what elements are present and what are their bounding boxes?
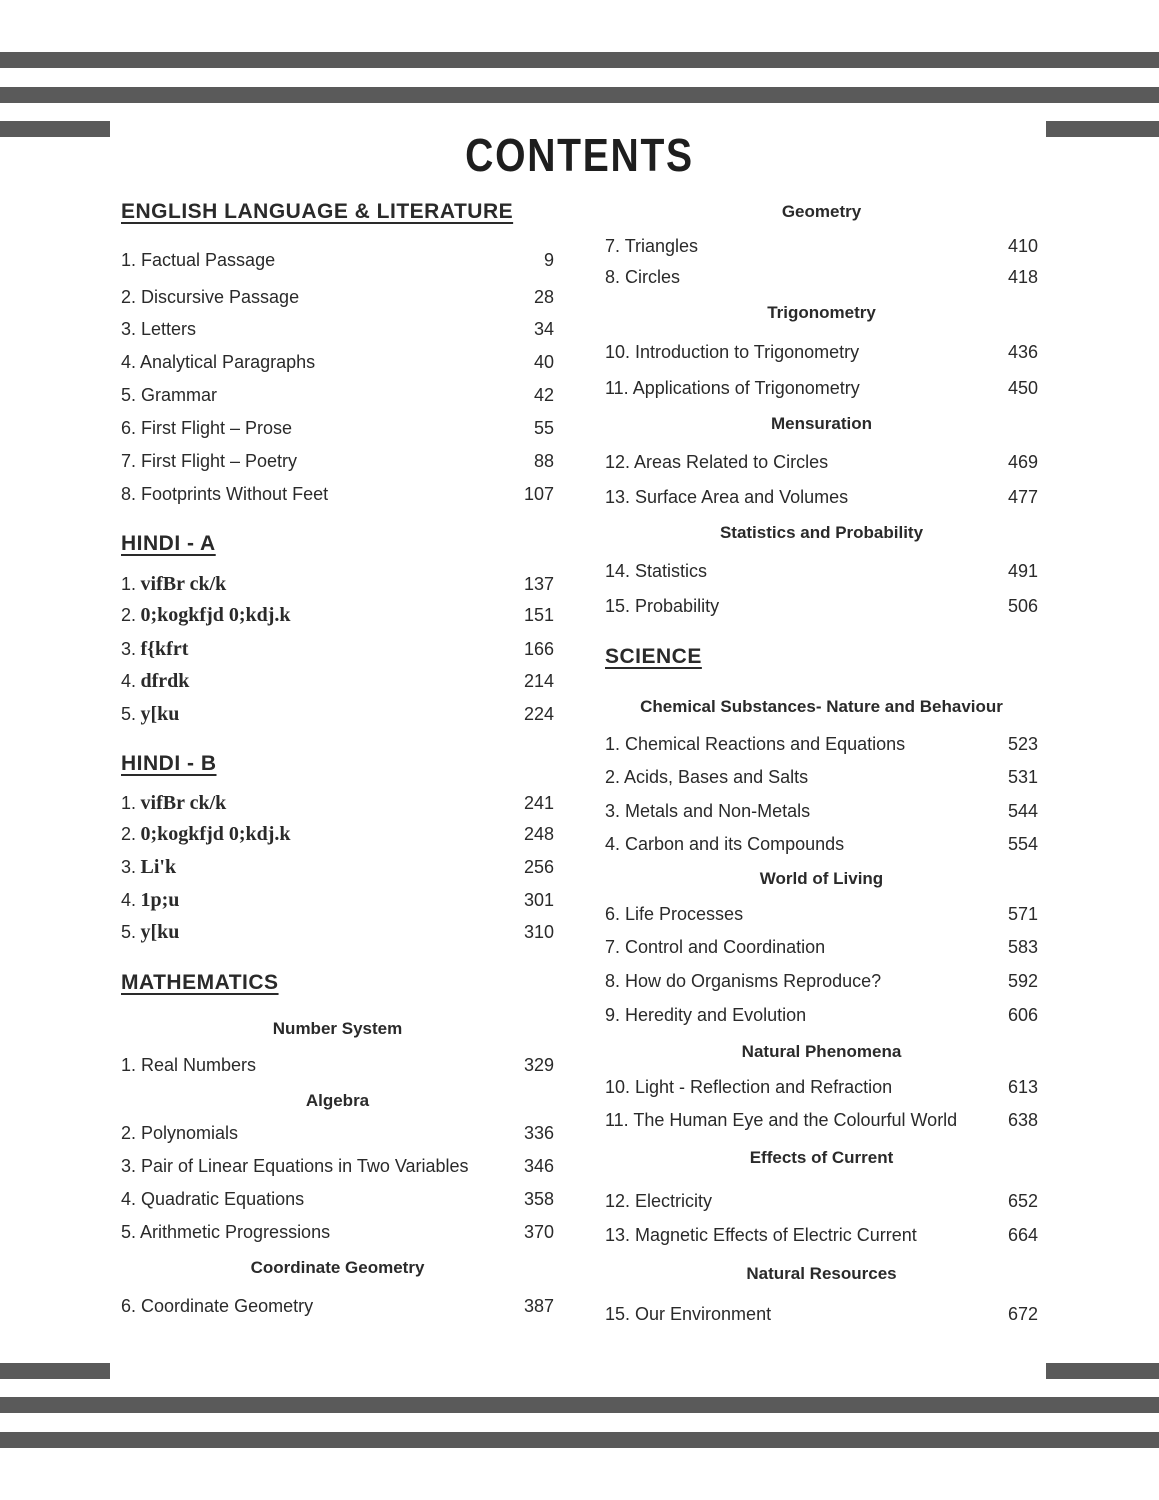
heading-text: HINDI - B [121,752,217,775]
toc-entry-title: 1. Real Numbers [121,1055,257,1075]
toc-entry[interactable] [121,1120,554,1146]
toc-entry-title: 1. Factual Passage [121,250,276,270]
entry-number: 2. [121,824,137,844]
heading-text: Mensuration [770,414,873,433]
page-number: 531 [1007,767,1038,787]
section-heading [121,970,554,996]
page-number: 40 [533,352,554,372]
heading-text: SCIENCE [605,645,702,668]
decor-bar-bottom-right [1046,1363,1159,1379]
heading-text: HINDI - A [121,532,216,555]
page-number: 418 [1007,267,1038,287]
toc-entry[interactable] [121,247,554,273]
entry-title-hindi: 0;kogkfjd 0;kdj.k [140,823,291,845]
entry-title-hindi: y[ku [140,921,180,943]
page-number: 88 [533,451,554,471]
heading-text: ENGLISH LANGUAGE & LITERATURE [121,200,514,223]
subsection-heading [605,694,1038,720]
heading-text: Natural Resources [746,1264,897,1283]
heading-text: Statistics and Probability [719,523,924,542]
toc-entry-title: 6. First Flight – Prose [121,418,293,438]
toc-entry[interactable] [121,481,554,507]
page-number: 9 [543,250,554,270]
decor-bar-top-1 [0,52,1159,68]
page-number: 506 [1007,596,1038,616]
toc-entry-title: 8. Footprints Without Feet [121,484,329,504]
page-number: 42 [533,385,554,405]
subsection-heading [605,199,1038,225]
page-number: 346 [523,1156,554,1176]
toc-entry-title: 5. Arithmetic Progressions [121,1222,331,1242]
entry-number: 1. [121,793,137,813]
page-number: 151 [523,605,554,625]
page-number: 310 [523,922,554,942]
toc-entry[interactable] [605,1002,1038,1028]
entry-number: 4. [121,671,137,691]
entry-title-hindi: vifBr ck/k [140,573,227,595]
page-number: 166 [523,639,554,659]
heading-text: World of Living [759,869,884,888]
entry-number: 1. [121,574,137,594]
entry-title-hindi: y[ku [140,703,180,725]
toc-entry-title: 2. Discursive Passage [121,287,300,307]
subsection-heading [605,411,1038,437]
toc-entry-title: 15. Probability [605,596,720,616]
toc-entry[interactable] [605,1301,1038,1327]
entry-number: 3. [121,639,137,659]
entry-number: 3. [121,857,137,877]
subsection-heading [121,1255,554,1281]
page-number: 28 [533,287,554,307]
toc-entry-title: 11. The Human Eye and the Colourful World [605,1110,958,1130]
decor-bar-bottom-left [0,1363,110,1379]
toc-entry[interactable] [121,854,554,880]
toc-entry-title: 4. Analytical Paragraphs [121,352,316,372]
page-number: 248 [523,824,554,844]
toc-entry-title: 6. Coordinate Geometry [121,1296,314,1316]
decor-bar-bottom-1 [0,1397,1159,1413]
page-number: 137 [523,574,554,594]
page-number: 523 [1007,734,1038,754]
toc-entry-title: 6. Life Processes [605,904,744,924]
toc-entry[interactable] [121,602,554,628]
heading-text: MATHEMATICS [121,971,279,994]
section-heading [121,531,554,557]
toc-entry-title [121,571,226,597]
heading-text: Number System [272,1019,403,1038]
toc-entry-title: 13. Surface Area and Volumes [605,487,849,507]
toc-entry-title: 15. Our Environment [605,1304,772,1324]
toc-entry-title: 10. Introduction to Trigonometry [605,342,860,362]
toc-entry[interactable] [121,448,554,474]
toc-entry-title: 13. Magnetic Effects of Electric Current [605,1225,917,1245]
page-number: 107 [523,484,554,504]
entry-title-hindi: dfrdk [140,670,190,692]
toc-entry-title: 7. Triangles [605,236,699,256]
page-number: 469 [1007,452,1038,472]
page-number: 358 [523,1189,554,1209]
subsection-heading [605,1039,1038,1065]
toc-entry-title [121,636,188,662]
page-number: 638 [1007,1110,1038,1130]
toc-entry-title: 2. Polynomials [121,1123,239,1143]
toc-entry[interactable] [121,701,554,727]
toc-entry-title: 3. Letters [121,319,197,339]
toc-entry[interactable] [121,415,554,441]
toc-entry-title [121,854,176,880]
toc-entry[interactable] [605,1107,1038,1133]
toc-entry-title: 4. Quadratic Equations [121,1189,305,1209]
toc-entry[interactable] [605,731,1038,757]
toc-entry[interactable] [121,636,554,662]
toc-entry-title: 7. First Flight – Poetry [121,451,298,471]
entry-title-hindi: vifBr ck/k [140,792,227,814]
toc-entry[interactable] [121,1052,554,1078]
page-number: 256 [523,857,554,877]
page-number: 387 [523,1296,554,1316]
page-number: 613 [1007,1077,1038,1097]
toc-entry-title [121,602,291,628]
page-number: 491 [1007,561,1038,581]
toc-entry-title: 7. Control and Coordination [605,937,826,957]
toc-entry[interactable] [605,339,1038,365]
subsection-heading [605,300,1038,326]
page-number: 606 [1007,1005,1038,1025]
page-number: 436 [1007,342,1038,362]
toc-entry[interactable] [121,790,554,816]
subsection-heading [605,1145,1038,1171]
toc-entry[interactable] [121,349,554,375]
toc-entry[interactable] [605,934,1038,960]
toc-entry[interactable] [605,901,1038,927]
heading-text: Trigonometry [767,303,876,322]
toc-entry[interactable] [605,449,1038,475]
toc-entry-title [121,790,226,816]
page-number: 672 [1007,1304,1038,1324]
toc-entry[interactable] [121,1153,554,1179]
page-number: 34 [533,319,554,339]
toc-entry[interactable] [605,264,1038,290]
entry-title-hindi: f{kfrt [140,638,189,660]
toc-entry-title: 4. Carbon and its Compounds [605,834,845,854]
heading-text: Chemical Substances- Nature and Behaviour [640,697,1003,716]
section-heading [605,644,1038,670]
toc-entry-title [121,821,291,847]
toc-entry-title [121,887,179,913]
decor-bar-top-2 [0,87,1159,103]
toc-entry[interactable] [605,1222,1038,1248]
subsection-heading [605,1261,1038,1287]
page-number: 410 [1007,236,1038,256]
subsection-heading [121,1088,554,1114]
toc-entry-title: 11. Applications of Trigonometry [605,378,860,398]
page-number: 301 [523,890,554,910]
toc-entry[interactable] [121,284,554,310]
toc-entry[interactable] [121,1186,554,1212]
page-number: 214 [523,671,554,691]
heading-text: Coordinate Geometry [250,1258,425,1277]
page-number: 592 [1007,971,1038,991]
toc-entry[interactable] [121,382,554,408]
page-number: 571 [1007,904,1038,924]
toc-entry[interactable] [121,571,554,597]
page-number: 664 [1007,1225,1038,1245]
toc-entry-title: 5. Grammar [121,385,218,405]
page-number: 370 [523,1222,554,1242]
entry-number: 2. [121,605,137,625]
toc-entry-title: 14. Statistics [605,561,708,581]
toc-entry[interactable] [605,593,1038,619]
toc-entry[interactable] [605,831,1038,857]
toc-entry[interactable] [121,316,554,342]
heading-text: Geometry [781,202,862,221]
entry-number: 5. [121,922,137,942]
page-number: 583 [1007,937,1038,957]
toc-entry[interactable] [121,1293,554,1319]
page-number: 336 [523,1123,554,1143]
entry-number: 5. [121,704,137,724]
toc-entry[interactable] [605,1188,1038,1214]
toc-entry[interactable] [605,798,1038,824]
toc-entry-title: 12. Electricity [605,1191,713,1211]
toc-entry[interactable] [605,968,1038,994]
toc-entry-title: 8. Circles [605,267,681,287]
toc-entry-title: 2. Acids, Bases and Salts [605,767,809,787]
entry-number: 4. [121,890,137,910]
toc-entry[interactable] [605,558,1038,584]
heading-text: Effects of Current [749,1148,894,1167]
page-number: 55 [533,418,554,438]
toc-entry-title [121,701,179,727]
heading-text: Natural Phenomena [741,1042,902,1061]
page-number: 477 [1007,487,1038,507]
toc-entry-title: 10. Light - Reflection and Refraction [605,1077,893,1097]
toc-entry[interactable] [605,1074,1038,1100]
entry-title-hindi: 0;kogkfjd 0;kdj.k [140,604,291,626]
page-number: 224 [523,704,554,724]
toc-entry-title: 12. Areas Related to Circles [605,452,829,472]
toc-entry[interactable] [605,233,1038,259]
toc-entry-title: 3. Pair of Linear Equations in Two Variables [121,1156,469,1176]
entry-title-hindi: Li'k [140,856,177,878]
toc-entry-title [121,668,189,694]
subsection-heading [605,520,1038,546]
toc-entry[interactable] [121,887,554,913]
toc-entry[interactable] [121,1219,554,1245]
toc-entry-title: 1. Chemical Reactions and Equations [605,734,906,754]
toc-entry[interactable] [121,821,554,847]
toc-entry-title: 8. How do Organisms Reproduce? [605,971,882,991]
toc-entry[interactable] [121,919,554,945]
page-number: 450 [1007,378,1038,398]
page-number: 329 [523,1055,554,1075]
subsection-heading [605,866,1038,892]
page-number: 241 [523,793,554,813]
toc-entry[interactable] [605,484,1038,510]
toc-entry-title: 9. Heredity and Evolution [605,1005,807,1025]
page-number: 554 [1007,834,1038,854]
toc-entry[interactable] [121,668,554,694]
toc-entry-title: 3. Metals and Non-Metals [605,801,811,821]
decor-bar-bottom-2 [0,1432,1159,1448]
entry-title-hindi: 1p;u [140,889,180,911]
toc-entry[interactable] [605,764,1038,790]
page-number: 544 [1007,801,1038,821]
section-heading [121,751,554,777]
subsection-heading [121,1016,554,1042]
page-number: 652 [1007,1191,1038,1211]
heading-text: Algebra [305,1091,370,1110]
section-heading [121,199,554,225]
toc-entry[interactable] [605,375,1038,401]
toc-entry-title [121,919,179,945]
page-title: CONTENTS [465,129,694,181]
